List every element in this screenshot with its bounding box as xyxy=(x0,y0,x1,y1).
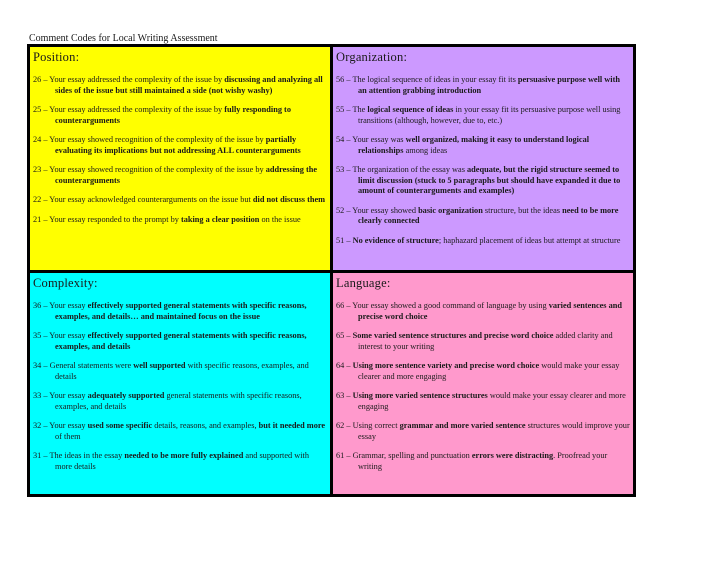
comment-code-item xyxy=(33,331,327,352)
code-text: 36 – Your essay xyxy=(33,301,88,310)
comment-code-item xyxy=(33,451,327,472)
comment-code-item xyxy=(33,105,327,126)
emphasized-text: logical sequence of ideas xyxy=(367,105,454,114)
code-text: 24 – Your essay showed recognition of the complexity of the issue by xyxy=(33,135,266,144)
emphasized-text: partially evaluating its implications but not addressing ALL counterarguments xyxy=(55,135,301,155)
emphasized-text: needed to be more fully explained xyxy=(124,451,244,460)
quadrant-complexity xyxy=(30,273,330,494)
comment-code-item xyxy=(33,135,327,156)
code-text: 32 – Your essay xyxy=(33,421,88,430)
comment-code-item xyxy=(336,361,630,382)
code-text: 33 – Your essay xyxy=(33,391,88,400)
comment-code-item xyxy=(336,301,630,322)
emphasized-text: addressing the counterarguments xyxy=(55,165,318,185)
emphasized-text: well supported xyxy=(133,361,186,370)
code-text: 21 – Your essay responded to the prompt by xyxy=(33,214,181,224)
code-text: of them xyxy=(55,431,81,441)
code-text: 63 – xyxy=(336,391,353,400)
code-text: 66 – Your essay showed a good command of language by using xyxy=(336,301,549,310)
quadrant-organization xyxy=(333,47,633,270)
comment-code-item xyxy=(336,206,630,227)
emphasized-text: Using more varied sentence structures xyxy=(352,391,488,400)
code-text: . Proofread your writing xyxy=(358,451,608,471)
code-text: structure, but the ideas xyxy=(482,205,563,215)
comment-code-grid xyxy=(27,44,636,497)
code-text: 64 – xyxy=(336,361,353,370)
quadrant-language xyxy=(333,273,633,494)
code-text: 54 – Your essay was xyxy=(336,135,406,144)
emphasized-text: adequate, but the rigid structure seemed to limit discussion (stuck to 5 paragraphs but should have expanded it due to amount of counterarguments and examples) xyxy=(358,165,621,195)
comment-code-item xyxy=(336,451,630,472)
quadrant-heading: Complexity: xyxy=(33,276,98,290)
code-text: on the issue xyxy=(259,214,301,224)
code-text: 34 – General statements were xyxy=(33,361,134,370)
quadrant-heading: Organization: xyxy=(336,50,408,64)
comment-code-item xyxy=(336,236,630,247)
comment-code-item xyxy=(33,421,327,442)
code-text: 35 – Your essay xyxy=(33,331,88,340)
code-text: details, reasons, and examples, xyxy=(152,421,259,430)
quadrant-heading: Language: xyxy=(336,276,391,290)
code-text: 61 – Grammar, spelling and punctuation xyxy=(336,451,472,460)
code-text: 26 – Your essay addressed the complexity of the issue by xyxy=(33,75,225,84)
comment-code-item xyxy=(336,165,630,197)
comment-code-item xyxy=(33,391,327,412)
emphasized-text: persuasive purpose well with an attention grabbing introduction xyxy=(358,75,620,95)
code-list xyxy=(33,301,327,472)
code-text: 25 – Your essay addressed the complexity of the issue by xyxy=(33,105,225,114)
comment-code-item xyxy=(33,75,327,96)
emphasized-text: basic organization xyxy=(418,205,483,215)
emphasized-text: adequately supported xyxy=(87,391,165,400)
code-text: 56 – The logical sequence of ideas in your essay fit its xyxy=(336,75,518,84)
code-text: ; haphazard placement of ideas but attempt at structure xyxy=(438,235,621,245)
comment-code-item xyxy=(33,215,327,226)
emphasized-text: errors were distracting xyxy=(471,451,554,460)
emphasized-text: need to be more clearly connected xyxy=(358,205,619,225)
code-text: 53 – The organization of the essay was xyxy=(336,165,468,174)
comment-code-item xyxy=(336,421,630,442)
emphasized-text: used some specific xyxy=(87,421,153,430)
emphasized-text: well organized, making it easy to understand logical relationships xyxy=(358,135,590,155)
comment-code-item xyxy=(336,105,630,126)
code-text: and supported with more details xyxy=(55,451,310,471)
emphasized-text: Some varied sentence structures and precise word choice xyxy=(352,331,554,340)
comment-code-item xyxy=(336,331,630,352)
quadrant-position xyxy=(30,47,330,270)
code-text: 62 – Using correct xyxy=(336,421,400,430)
emphasized-text: did not discuss them xyxy=(252,195,326,204)
comment-code-item xyxy=(33,195,327,206)
emphasized-text: fully responding to counterarguments xyxy=(55,105,291,125)
comment-code-item xyxy=(336,75,630,96)
code-text: added clarity and interest to your writing xyxy=(358,331,613,351)
comment-code-item xyxy=(33,165,327,186)
emphasized-text: No evidence of structure xyxy=(352,235,439,245)
comment-code-item xyxy=(33,361,327,382)
emphasized-text: but it needed more xyxy=(258,421,326,430)
code-text: 23 – Your essay showed recognition of the complexity of the issue by xyxy=(33,165,266,174)
comment-code-item xyxy=(33,301,327,322)
code-text: would make your essay clearer and more engaging xyxy=(358,391,626,411)
code-text: 52 – Your essay showed xyxy=(336,205,419,215)
emphasized-text: effectively supported general statements with specific reasons, examples, and details… and maintained focus on the issue xyxy=(55,301,307,321)
code-text: general statements with specific reasons, examples, and details xyxy=(55,391,302,411)
code-text: 51 – xyxy=(336,235,353,245)
emphasized-text: Using more sentence variety and precise word choice xyxy=(352,361,540,370)
code-list xyxy=(336,75,630,246)
emphasized-text: grammar and more varied sentence xyxy=(399,421,526,430)
code-text: 22 – Your essay acknowledged counterarguments on the issue but xyxy=(33,195,253,204)
code-text: structures would improve your essay xyxy=(358,421,630,441)
emphasized-text: taking a clear position xyxy=(180,214,260,224)
code-text: 55 – The xyxy=(336,105,368,114)
comment-code-item xyxy=(336,391,630,412)
emphasized-text: varied sentences and precise word choice xyxy=(358,301,622,321)
code-text: 65 – xyxy=(336,331,353,340)
quadrant-heading: Position: xyxy=(33,50,80,64)
code-text: would make your essay clearer and more engaging xyxy=(358,361,620,381)
comment-code-item xyxy=(336,135,630,156)
code-text: with specific reasons, examples, and details xyxy=(55,361,309,381)
code-text: 31 – The ideas in the essay xyxy=(33,451,125,460)
code-text: among ideas xyxy=(403,145,448,155)
emphasized-text: effectively supported general statements with specific reasons, examples, and details xyxy=(55,331,307,351)
code-list xyxy=(336,301,630,472)
code-list xyxy=(33,75,327,225)
document-title: Comment Codes for Local Writing Assessment xyxy=(29,33,218,44)
code-text: in your essay fit its persuasive purpose well using transitions (although, however, due to, etc.) xyxy=(358,105,621,125)
emphasized-text: discussing and analyzing all sides of the issue but still maintained a side (not wishy washy) xyxy=(55,75,323,95)
